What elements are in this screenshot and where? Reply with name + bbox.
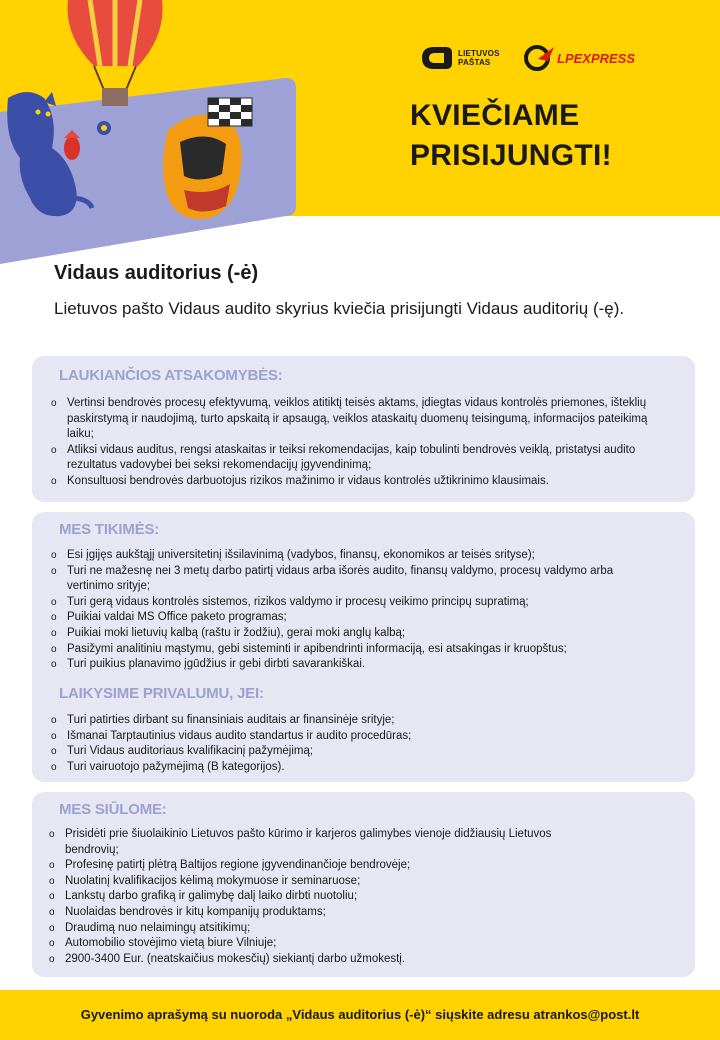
list-item-text: Prisidėti prie šiuolaikinio Lietuvos pašto kūrimo ir karjeros galimybes vienoje didžiausių Lietuvos bendrovių;: [65, 828, 552, 856]
list-item-text: Draudimą nuo nelaimingų atsitikimų;: [65, 921, 251, 934]
list-item: [49, 443, 651, 474]
list-item-text: Automobilio stovėjimo vietą biure Vilniuje;: [65, 937, 277, 950]
list-item-text: Turi puikius planavimo įgūdžius ir gebi dirbti savarankiškai.: [67, 658, 366, 671]
list-item-text: Turi gerą vidaus kontrolės sistemos, rizikos valdymo ir procesų veikimo principų supratimą;: [67, 595, 529, 608]
requirements-card: [32, 512, 695, 782]
list-item-text: Nuolatinį kvalifikacijos kėlimą mokymuose ir seminaruose;: [65, 874, 361, 887]
list-item: [49, 626, 651, 642]
list-item: [49, 729, 651, 745]
list-item: [47, 858, 567, 874]
list-item: [47, 905, 567, 921]
list-item: [47, 874, 567, 890]
circle-bullet-icon: o: [49, 860, 55, 872]
headline: [410, 96, 710, 176]
list-item-text: Konsultuosi bendrovės darbuotojus rizikos mažinimo ir vidaus kontrolės užtikrinimo klausimais.: [67, 474, 549, 487]
list-item-text: 2900-3400 Eur. (neatskaičius mokesčių) siekiantį darbo užmokestį.: [65, 952, 406, 965]
circle-bullet-icon: o: [51, 715, 57, 726]
circle-bullet-icon: o: [51, 550, 57, 561]
advantages-list: [49, 713, 651, 775]
list-item-text: Puikiai moki lietuvių kalbą (raštu ir žodžiu), gerai moki anglų kalbą;: [67, 626, 406, 639]
list-item: [49, 396, 651, 443]
post-horn-icon: [420, 45, 454, 71]
headline-line-2: PRISIJUNGTI!: [410, 139, 612, 172]
list-item-text: Turi Vidaus auditoriaus kvalifikacinį pažymėjimą;: [67, 745, 314, 758]
advantages-title: LAIKYSIME PRIVALUMU, JEI:: [59, 685, 264, 702]
responsibilities-list: [49, 396, 651, 490]
list-item-text: Profesinę patirtį plėtrą Baltijos regione įgyvendinančioje bendrovėje;: [65, 859, 411, 872]
list-item: [47, 827, 567, 858]
footer-application-note: Gyvenimo aprašymą su nuoroda „Vidaus auditorius (-ė)“ siųskite adresu atrankos@post.lt: [80, 1007, 640, 1022]
requirements-list: [49, 548, 651, 673]
footer-banner: [0, 990, 720, 1040]
list-item: [49, 610, 651, 626]
list-item: [47, 936, 567, 952]
lpexpress-logo: [524, 42, 635, 74]
offer-list: [47, 827, 567, 967]
offer-card: [32, 792, 695, 977]
circle-bullet-icon: o: [51, 643, 57, 655]
lpexpress-text: LPEXPRESS: [557, 50, 636, 66]
responsibilities-title: LAUKIANČIOS ATSAKOMYBĖS:: [59, 367, 283, 384]
circle-bullet-icon: o: [51, 659, 57, 671]
list-item: [49, 657, 651, 673]
list-item-text: Pasižymi analitiniu mąstymu, gebi sisteminti ir apibendrinti informaciją, esi atsakingas ir kruopštus;: [67, 642, 567, 655]
job-title: Vidaus auditorius (-ė): [54, 262, 259, 284]
list-item: [49, 474, 651, 490]
circle-bullet-icon: o: [49, 938, 55, 950]
responsibilities-card: [32, 356, 695, 502]
lietuvos-pastas-logo: [420, 42, 500, 74]
circle-bullet-icon: o: [49, 891, 55, 903]
circle-bullet-icon: o: [51, 565, 57, 577]
list-item: [49, 713, 651, 729]
circle-bullet-icon: o: [51, 627, 57, 639]
circle-bullet-icon: o: [49, 906, 55, 918]
list-item: [47, 921, 567, 937]
circle-bullet-icon: o: [49, 829, 55, 840]
circle-bullet-icon: o: [51, 761, 57, 773]
job-intro: Lietuvos pašto Vidaus audito skyrius kviečia prisijungti Vidaus auditorių (-ę).: [54, 299, 625, 318]
list-item-text: Išmanai Tarptautinius vidaus audito standartus ir audito procedūras;: [67, 729, 412, 742]
circle-bullet-icon: o: [51, 398, 57, 409]
balloon-illustration: [97, 121, 111, 135]
circle-bullet-icon: o: [51, 730, 57, 742]
list-item-text: Vertinsi bendrovės procesų efektyvumą, veiklos atitiktį teisės aktams, įdiegtas vidaus kontrolės priemones, išteklių paskirstymą ir naudojimą, turto apskaitą ir apsaugą, veiklos ataskaitų duomenų teisingumą, informacijos pateikimą laiku;: [67, 397, 648, 441]
lietuvos-pastas-line1: LIETUVOS: [458, 49, 500, 58]
circle-bullet-icon: o: [49, 875, 55, 887]
circle-bullet-icon: o: [51, 475, 57, 487]
lpexpress-mark-icon: [524, 45, 554, 71]
list-item: [49, 564, 651, 595]
list-item: [49, 548, 651, 564]
brand-logos: [420, 42, 650, 74]
circle-bullet-icon: o: [49, 922, 55, 934]
list-item: [49, 760, 651, 776]
circle-bullet-icon: o: [51, 746, 57, 758]
list-item: [49, 744, 651, 760]
list-item-text: Nuolaidas bendrovės ir kitų kompanijų produktams;: [65, 905, 326, 918]
list-item-text: Turi ne mažesnę nei 3 metų darbo patirtį vidaus arba išorės audito, finansų valdymo, procesų valdymo arba vertinimo srityje;: [67, 564, 614, 593]
lietuvos-pastas-line2: PAŠTAS: [458, 58, 491, 67]
list-item-text: Esi įgijęs aukštąjį universitetinį išsilavinimą (vadybos, finansų, ekonomikos ar teisės srityse);: [67, 549, 535, 561]
offer-title: MES SIŪLOME:: [59, 801, 167, 818]
circle-bullet-icon: o: [51, 444, 57, 456]
list-item-text: Turi vairuotojo pažymėjimą (B kategorijos).: [67, 760, 285, 773]
list-item: [47, 952, 567, 968]
requirements-title: MES TIKIMĖS:: [59, 521, 160, 538]
hot-air-balloon-illustration: [60, 0, 170, 110]
list-item-text: Atliksi vidaus auditus, rengsi ataskaitas ir teiksi rekomendacijas, kaip tobulinti bendrovės veiklą, pristatysi audito rezultatus vadovybei bei seksi rekomendacijų įgyvendinimą;: [67, 443, 636, 472]
list-item: [49, 595, 651, 611]
list-item-text: Puikiai valdai MS Office paketo programas;: [67, 611, 287, 624]
circle-bullet-icon: o: [51, 612, 57, 624]
list-item: [47, 889, 567, 905]
headline-line-1: KVIEČIAME: [410, 99, 580, 132]
list-item: [49, 642, 651, 658]
list-item-text: Turi patirties dirbant su finansiniais auditais ar finansinėje srityje;: [67, 714, 395, 726]
circle-bullet-icon: o: [51, 596, 57, 608]
list-item-text: Lankstų darbo grafiką ir galimybę dalį laiko dirbti nuotoliu;: [65, 890, 358, 903]
circle-bullet-icon: o: [49, 953, 55, 965]
